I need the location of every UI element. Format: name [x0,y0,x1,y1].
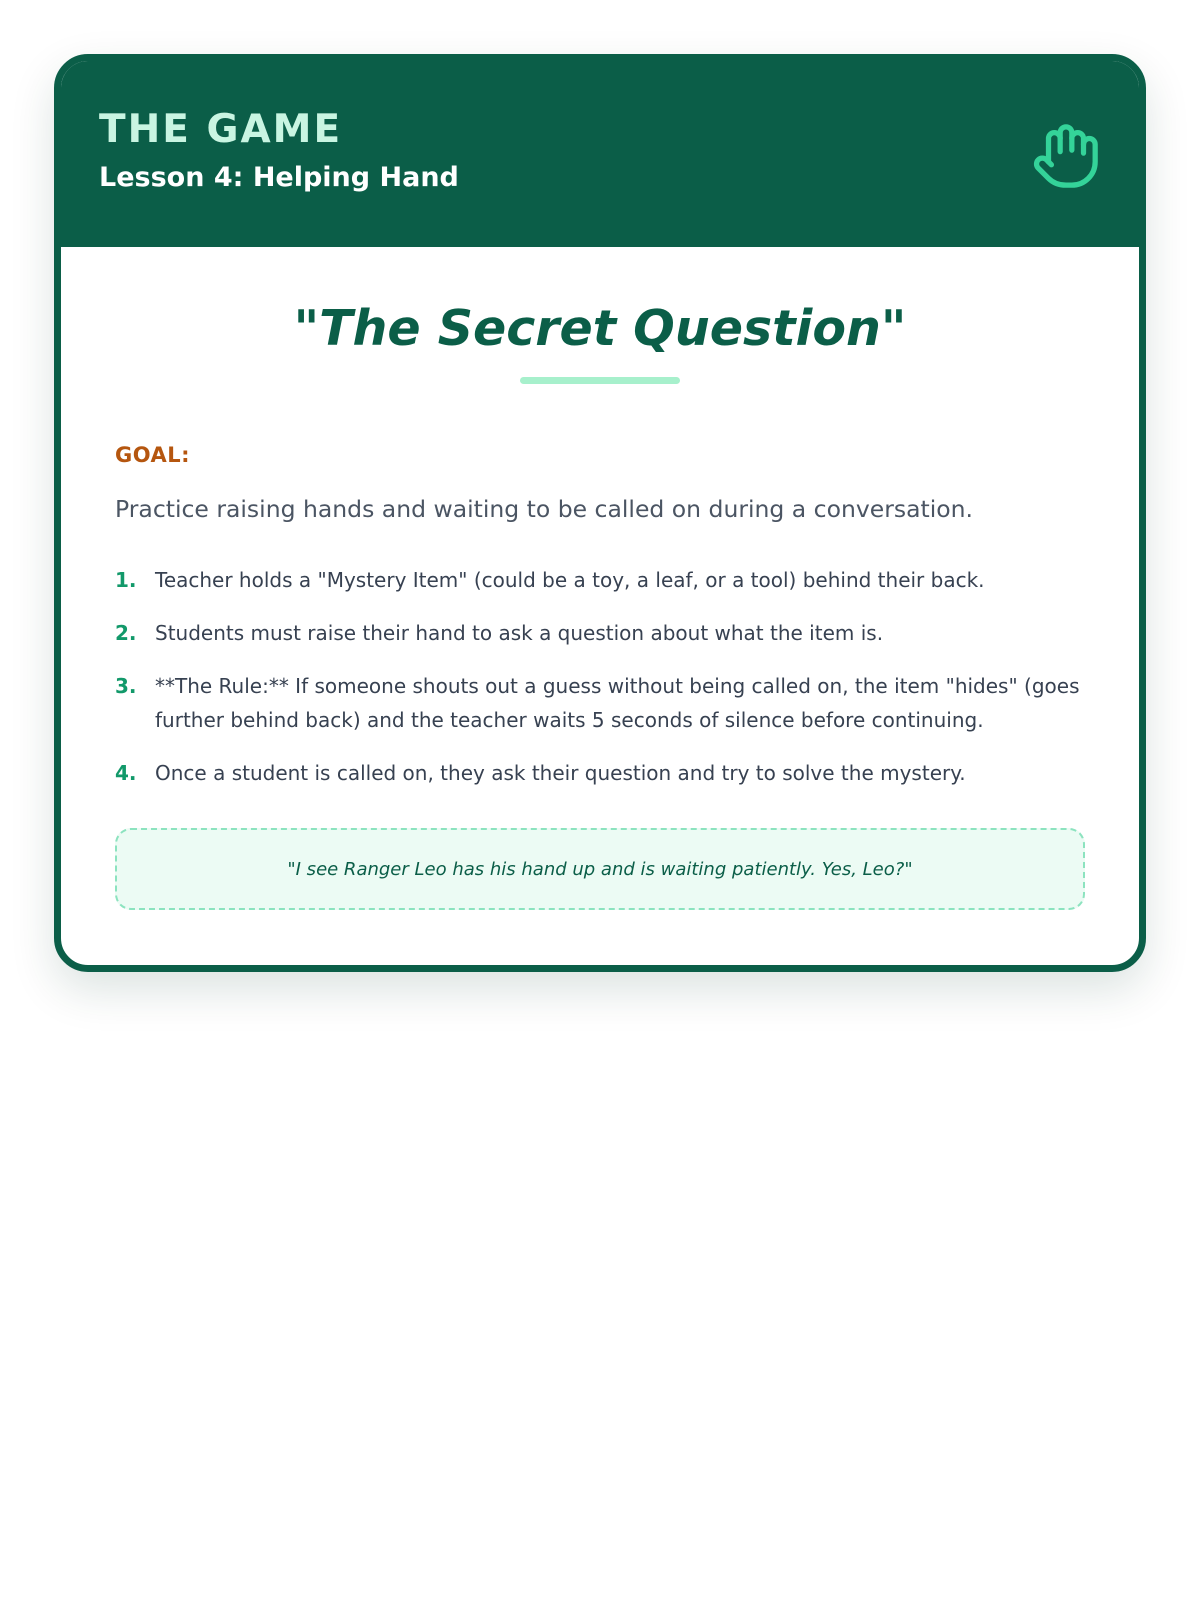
step-number: 2. [115,621,137,645]
goal-text: Practice raising hands and waiting to be called on during a conversation. [115,495,974,523]
card-body [61,247,1139,910]
step-number: 1. [115,568,137,592]
example-quote-box [115,828,1085,910]
step-number: 4. [115,761,137,785]
step-item [115,616,1085,650]
example-quote: "I see Ranger Leo has his hand up and is waiting patiently. Yes, Leo?" [287,858,913,880]
lesson-card [54,54,1146,972]
card-header [61,61,1139,247]
raised-hand-icon [1031,121,1101,191]
step-item [115,756,1085,790]
step-text: Teacher holds a "Mystery Item" (could be a toy, a leaf, or a tool) behind their back. [155,568,985,592]
game-title: "The Secret Question" [293,300,907,357]
step-item [115,563,1085,597]
goal-label: GOAL: [115,443,191,467]
step-number: 3. [115,674,137,698]
title-underline [520,377,680,384]
lesson-subtitle: Lesson 4: Helping Hand [99,162,459,193]
step-text: Once a student is called on, they ask their question and try to solve the mystery. [155,761,966,785]
step-text: Students must raise their hand to ask a question about what the item is. [155,621,884,645]
steps-list [115,563,1085,790]
header-title: THE GAME [99,107,343,152]
step-text: **The Rule:** If someone shouts out a guess without being called on, the item "hides" (goes further behind back) and the teacher waits 5 seconds of silence before continuing. [155,674,1080,732]
step-item [115,669,1085,737]
